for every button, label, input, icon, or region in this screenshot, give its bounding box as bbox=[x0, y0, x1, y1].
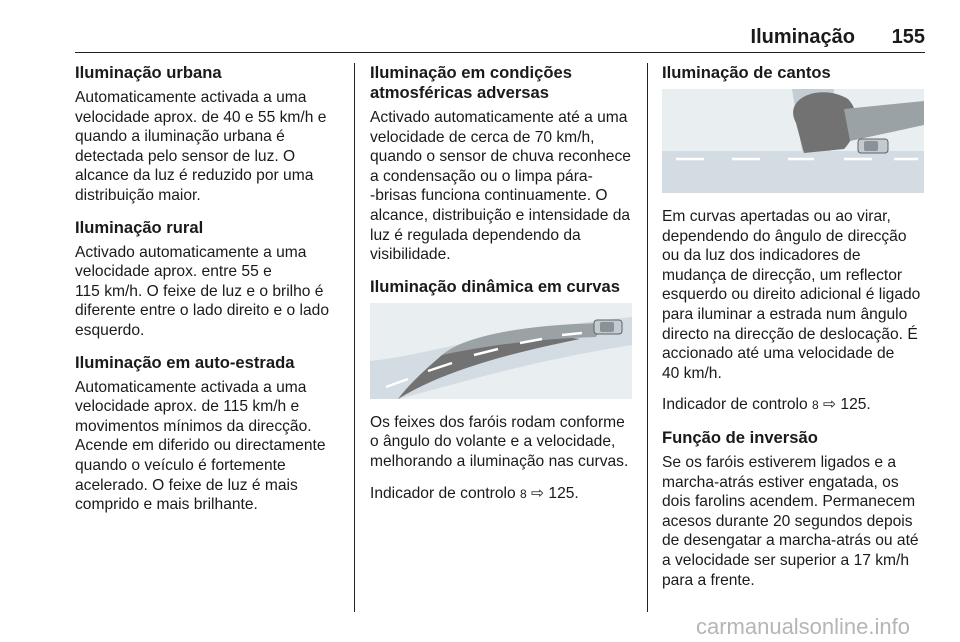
section-heading: Iluminação rural bbox=[75, 217, 204, 237]
cornering-light-illustration bbox=[662, 89, 924, 193]
reference-arrow-icon: ⇨ bbox=[526, 484, 545, 502]
control-indicator-icon: 8 bbox=[811, 398, 819, 413]
column-divider bbox=[354, 63, 355, 612]
section-text: Os feixes dos faróis rodam conforme o ângulo do volante e a velocidade, melhorando a iluminação nas curvas. bbox=[370, 413, 629, 470]
column-2 bbox=[370, 63, 634, 516]
control-indicator-icon: 8 bbox=[519, 486, 527, 501]
section-heading: Iluminação em condições atmosféricas adversas bbox=[370, 63, 572, 102]
section-heading: Iluminação de cantos bbox=[662, 63, 831, 82]
section-text: Em curvas apertadas ou ao virar, dependendo do ângulo de direcção ou da luz dos indicadores de mudança de direcção, um reflector esquerdo ou direito adicional é ligado para iluminar a estrada num ângulo directo na direcção de deslocação. É accionado até uma velocidade de 40 km/h. bbox=[662, 208, 921, 382]
indicator-reference: Indicador de controlo 8 ⇨ 125. bbox=[370, 484, 579, 502]
section-text: Automaticamente activada a uma velocidade aprox. de 115 km/h e movimentos mínimos da direcção. Acende em diferido ou directamente quando o veículo é fortemente acelerado. O feixe de luz é mais comprido e mais brilhante. bbox=[75, 378, 326, 514]
reference-arrow-icon: ⇨ bbox=[818, 396, 837, 414]
dynamic-curve-lighting-illustration bbox=[370, 303, 632, 399]
column-divider bbox=[647, 63, 648, 612]
page-title: Iluminação bbox=[750, 26, 855, 48]
section-heading: Função de inversão bbox=[662, 427, 818, 447]
section-text: Automaticamente activada a uma velocidade aprox. de 40 e 55 km/h e quando a iluminação urbana é detectada pelo sensor de luz. O alcance da luz é reduzido por uma distribuição maior. bbox=[75, 89, 327, 204]
page-number: 155 bbox=[891, 26, 925, 48]
section-text: Activado automaticamente a uma velocidade aprox. entre 55 e 115 km/h. O feixe de luz e o brilho é diferente entre o lado direito e o lado esquerdo. bbox=[75, 243, 330, 339]
section-heading: Iluminação dinâmica em curvas bbox=[370, 276, 620, 296]
section-heading: Iluminação urbana bbox=[75, 63, 222, 82]
page-header bbox=[75, 0, 925, 53]
header-rule bbox=[75, 52, 925, 53]
section-text: Activado automaticamente até a uma velocidade de cerca de 70 km/h, quando o sensor de chuva reconhece a condensação ou o limpa pára- -brisas funciona continuamente. O alcance, distribuição e intensidade da luz é regulada dependendo da visibilidade. bbox=[370, 109, 631, 264]
column-1 bbox=[75, 63, 343, 527]
section-heading: Iluminação em auto-estrada bbox=[75, 352, 295, 372]
indicator-reference: Indicador de controlo 8 ⇨ 125. bbox=[662, 396, 871, 414]
column-3 bbox=[662, 63, 927, 602]
watermark: carmanualsonline.info bbox=[695, 614, 910, 639]
section-text: Se os faróis estiverem ligados e a marcha-atrás estiver engatada, os dois farolins acendem. Permanecem acesos durante 20 segundos depois de desengatar a marcha-atrás ou até a velocidade ser superior a 17 km/h para a frente. bbox=[662, 453, 919, 589]
